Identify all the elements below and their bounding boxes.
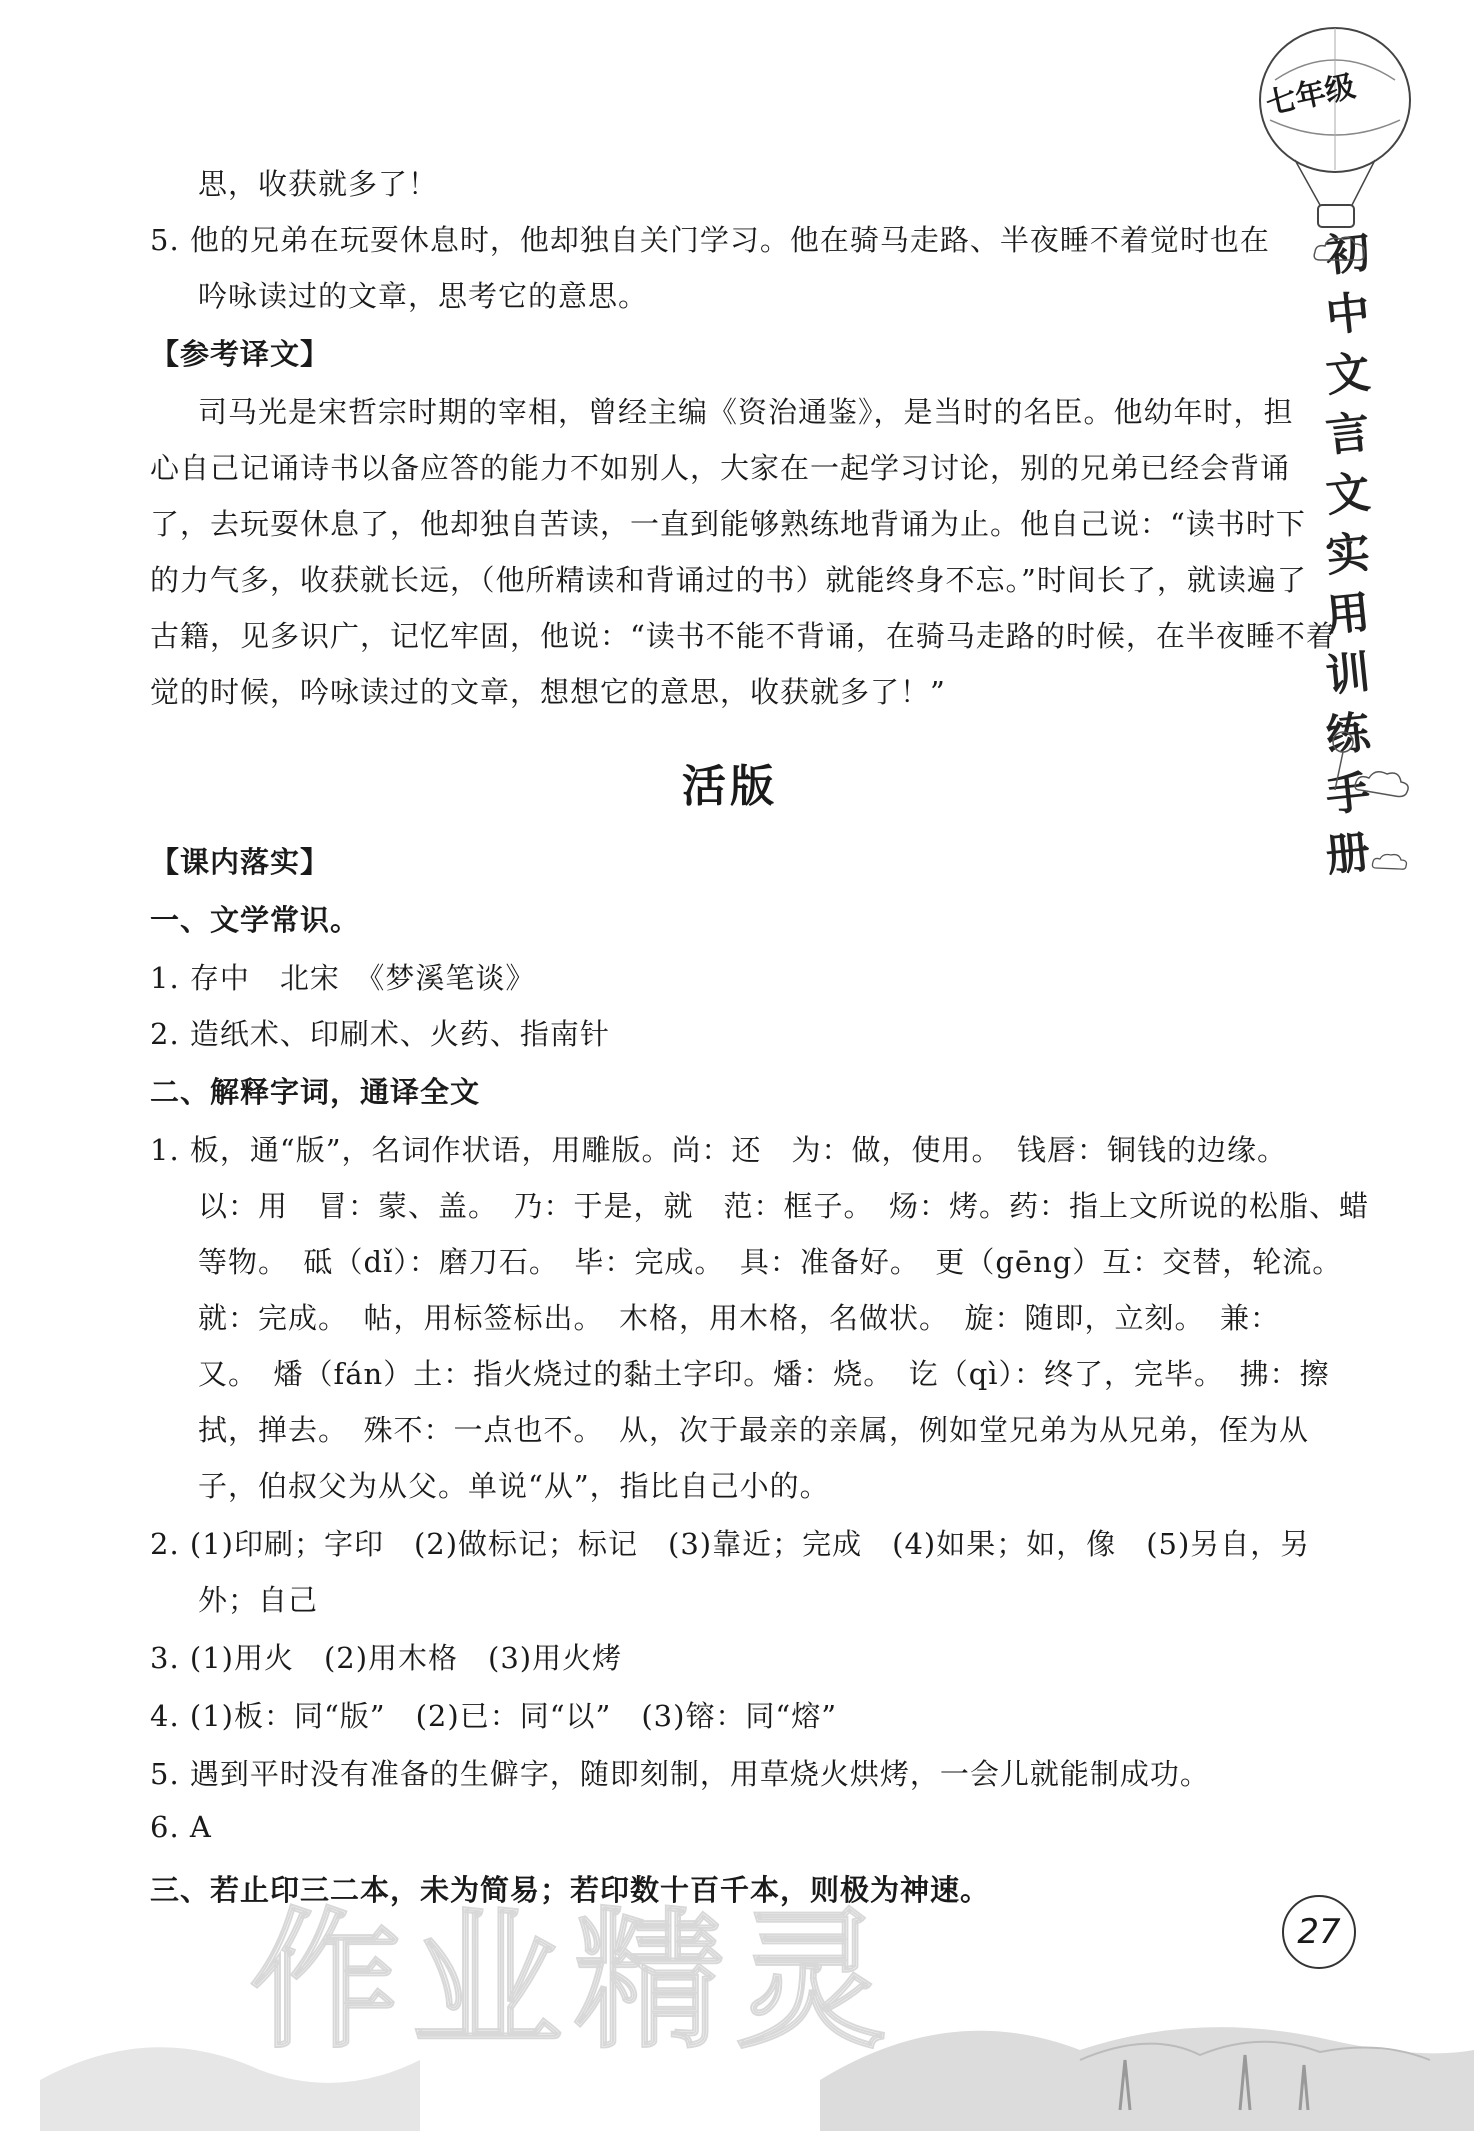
text-line: 心自己记诵诗书以备应答的能力不如别人，大家在一起学习讨论，别的兄弟已经会背诵 — [150, 451, 1291, 485]
page-number: 27 — [1282, 1895, 1356, 1969]
text-line: 外；自己 — [198, 1583, 319, 1617]
book-title-char: 文 — [1323, 346, 1373, 403]
text-line: 了，去玩耍休息了，他却独自苦读，一直到能够熟练地背诵为止。他自己说：“读书时下 — [150, 507, 1306, 541]
text-line: 2. 造纸术、印刷术、火药、指南针 — [150, 1017, 610, 1051]
balloon-illustration — [1240, 20, 1440, 240]
cloud-balloon-icon — [1315, 720, 1425, 810]
book-title-char: 练 — [1323, 706, 1373, 763]
subsection-heading: 一、文学常识。 — [150, 903, 361, 937]
book-title-char: 用 — [1323, 586, 1373, 643]
text-line: 又。 燔（fán）土：指火烧过的黏土字印。燔：烧。 讫（qì）：终了，完毕。 拂：擦 — [198, 1357, 1330, 1391]
text-line: 拭，掸去。 殊不：一点也不。 从，次于最亲的亲属，例如堂兄弟为从兄弟，侄为从 — [198, 1413, 1310, 1447]
text-line: 2. (1)印刷；字印 (2)做标记；标记 (3)靠近；完成 (4)如果；如，像 (5)另自，另 — [150, 1527, 1311, 1561]
book-title-char: 中 — [1323, 286, 1373, 343]
book-title-char: 手 — [1323, 766, 1373, 823]
text-line: 子，伯叔父为从父。单说“从”，指比自己小的。 — [198, 1469, 830, 1503]
landscape-illustration — [0, 1960, 1474, 2131]
subsection-heading: 三、若止印三二本，未为简易；若印数十百千本，则极为神速。 — [150, 1873, 991, 1907]
text-line: 等物。 砥（dǐ）：磨刀石。 毕：完成。 具：准备好。 更（gēng）互：交替，轮流。 — [198, 1245, 1343, 1279]
ketang-heading: 【课内落实】 — [150, 845, 331, 879]
text-line: 司马光是宋哲宗时期的宰相，曾经主编《资治通鉴》，是当时的名臣。他幼年时，担 — [198, 395, 1294, 429]
text-line: 1. 存中 北宋 《梦溪笔谈》 — [150, 961, 536, 995]
book-title-char: 训 — [1323, 646, 1373, 703]
text-line: 以：用 冒：蒙、盖。 乃：于是，就 范：框子。 炀：烤。药：指上文所说的松脂、蜡 — [198, 1189, 1370, 1223]
text-line: 吟咏读过的文章，思考它的意思。 — [198, 279, 649, 313]
text-line: 6. A — [150, 1810, 212, 1844]
text-line: 的力气多，收获就长远，（他所精读和背诵过的书）就能终身不忘。”时间长了，就读遍了 — [150, 563, 1307, 597]
book-title-char: 言 — [1323, 406, 1373, 463]
watermark: 作业精灵 — [250, 1895, 899, 2069]
text-line: 觉的时候，吟咏读过的文章，想想它的意思，收获就多了！” — [150, 675, 946, 709]
reference-heading: 【参考译文】 — [150, 337, 331, 371]
book-title-char: 初 — [1323, 226, 1373, 283]
text-line: 4. (1)板：同“版” (2)已：同“以” (3)镕：同“熔” — [150, 1699, 838, 1733]
cloud-small-icon — [1370, 850, 1410, 874]
grade-label: 七年级 — [1263, 68, 1359, 122]
text-line: 就：完成。 帖，用标签标出。 木格，用木格，名做状。 旋：随即，立刻。 兼： — [198, 1301, 1281, 1335]
book-title-char: 文 — [1323, 466, 1373, 523]
book-title-char: 实 — [1323, 526, 1373, 583]
section-title: 活版 — [682, 761, 778, 812]
text-line: 古籍，见多识广，记忆牢固，他说：“读书不能不背诵，在骑马走路的时候，在半夜睡不着 — [150, 619, 1336, 653]
text-line: 1. 板，通“版”，名词作状语，用雕版。尚：还 为：做，使用。 钱唇：铜钱的边缘。 — [150, 1133, 1288, 1167]
text-line: 5. 他的兄弟在玩耍休息时，他却独自关门学习。他在骑马走路、半夜睡不着觉时也在 — [150, 223, 1270, 257]
text-line: 思，收获就多了！ — [198, 167, 439, 201]
subsection-heading: 二、解释字词，通译全文 — [150, 1075, 481, 1109]
book-title-char: 册 — [1323, 826, 1373, 883]
text-line: 5. 遇到平时没有准备的生僻字，随即刻制，用草烧火烘烤，一会儿就能制成功。 — [150, 1757, 1210, 1791]
cloud-icon — [1310, 230, 1370, 270]
text-line: 3. (1)用火 (2)用木格 (3)用火烤 — [150, 1641, 623, 1675]
